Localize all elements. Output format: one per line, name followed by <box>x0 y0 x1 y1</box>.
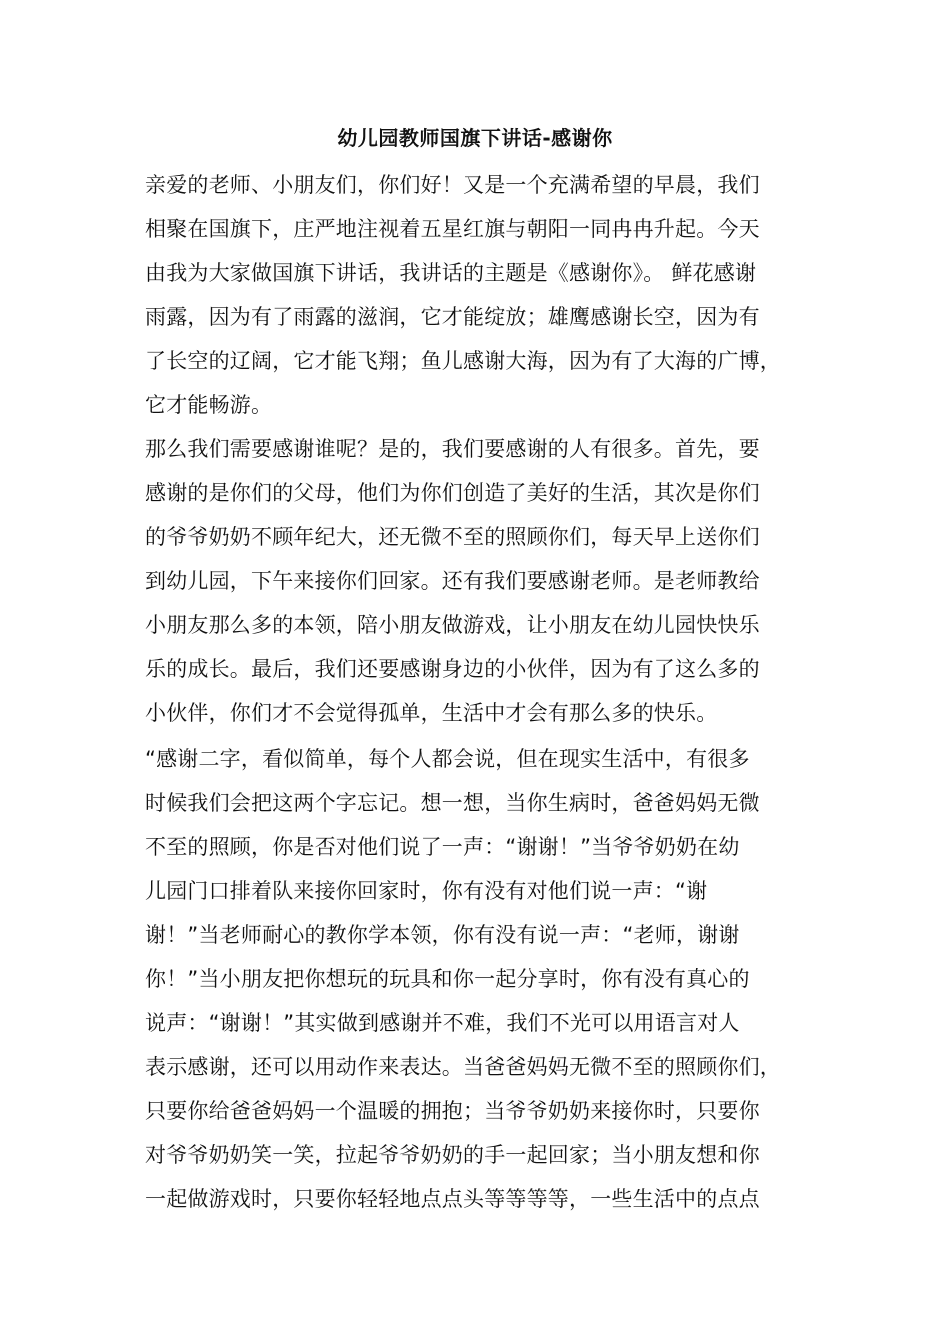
text-line: 小朋友那么多的本领，陪小朋友做游戏，让小朋友在幼儿园快快乐 <box>145 613 760 637</box>
text-line: 相聚在国旗下，庄严地注视着五星红旗与朝阳一同冉冉升起。今天 <box>145 217 760 241</box>
text-line: 对爷爷奶奶笑一笑，拉起爷爷奶奶的手一起回家；当小朋友想和你 <box>145 1143 760 1167</box>
text-line: 的爷爷奶奶不顾年纪大，还无微不至的照顾你们，每天早上送你们 <box>145 525 760 549</box>
text-line: 儿园门口排着队来接你回家时，你有没有对他们说一声：“谢 <box>145 879 708 903</box>
text-line: 表示感谢，还可以用动作来表达。当爸爸妈妈无微不至的照顾你们， <box>145 1055 781 1079</box>
text-line: 了长空的辽阔，它才能飞翔；鱼儿感谢大海，因为有了大海的广博， <box>145 349 781 373</box>
text-line: 你！”当小朋友把你想玩的玩具和你一起分享时，你有没有真心的 <box>145 967 750 991</box>
text-line: 小伙伴，你们才不会觉得孤单，生活中才会有那么多的快乐。 <box>145 701 718 725</box>
text-line: “感谢二字，看似简单，每个人都会说，但在现实生活中，有很多 <box>145 747 750 771</box>
text-line: 谢！”当老师耐心的教你学本领，你有没有说一声：“老师，谢谢 <box>145 923 740 947</box>
text-line: 一起做游戏时，只要你轻轻地点点头等等等等，一些生活中的点点 <box>145 1187 760 1211</box>
text-line: 说声：“谢谢！”其实做到感谢并不难，我们不光可以用语言对人 <box>145 1011 740 1035</box>
text-line: 到幼儿园，下午来接你们回家。还有我们要感谢老师。是老师教给 <box>145 569 760 593</box>
text-line: 乐的成长。最后，我们还要感谢身边的小伙伴，因为有了这么多的 <box>145 657 760 681</box>
text-line: 不至的照顾，你是否对他们说了一声：“谢谢！”当爷爷奶奶在幼 <box>145 835 740 859</box>
text-line: 亲爱的老师、小朋友们，你们好！又是一个充满希望的早晨，我们 <box>145 173 760 197</box>
text-line: 感谢的是你们的父母，他们为你们创造了美好的生活，其次是你们 <box>145 481 760 505</box>
text-line: 它才能畅游。 <box>145 393 273 417</box>
text-line: 那么我们需要感谢谁呢？是的，我们要感谢的人有很多。首先，要 <box>145 437 760 461</box>
text-line: 由我为大家做国旗下讲话，我讲话的主题是《感谢你》。 鲜花感谢 <box>145 261 757 285</box>
text-line: 时候我们会把这两个字忘记。想一想，当你生病时，爸爸妈妈无微 <box>145 791 760 815</box>
text-line: 雨露，因为有了雨露的滋润，它才能绽放；雄鹰感谢长空，因为有 <box>145 305 760 329</box>
text-line: 只要你给爸爸妈妈一个温暖的拥抱；当爷爷奶奶来接你时，只要你 <box>145 1099 760 1123</box>
document-title: 幼儿园教师国旗下讲话-感谢你 <box>337 126 613 150</box>
